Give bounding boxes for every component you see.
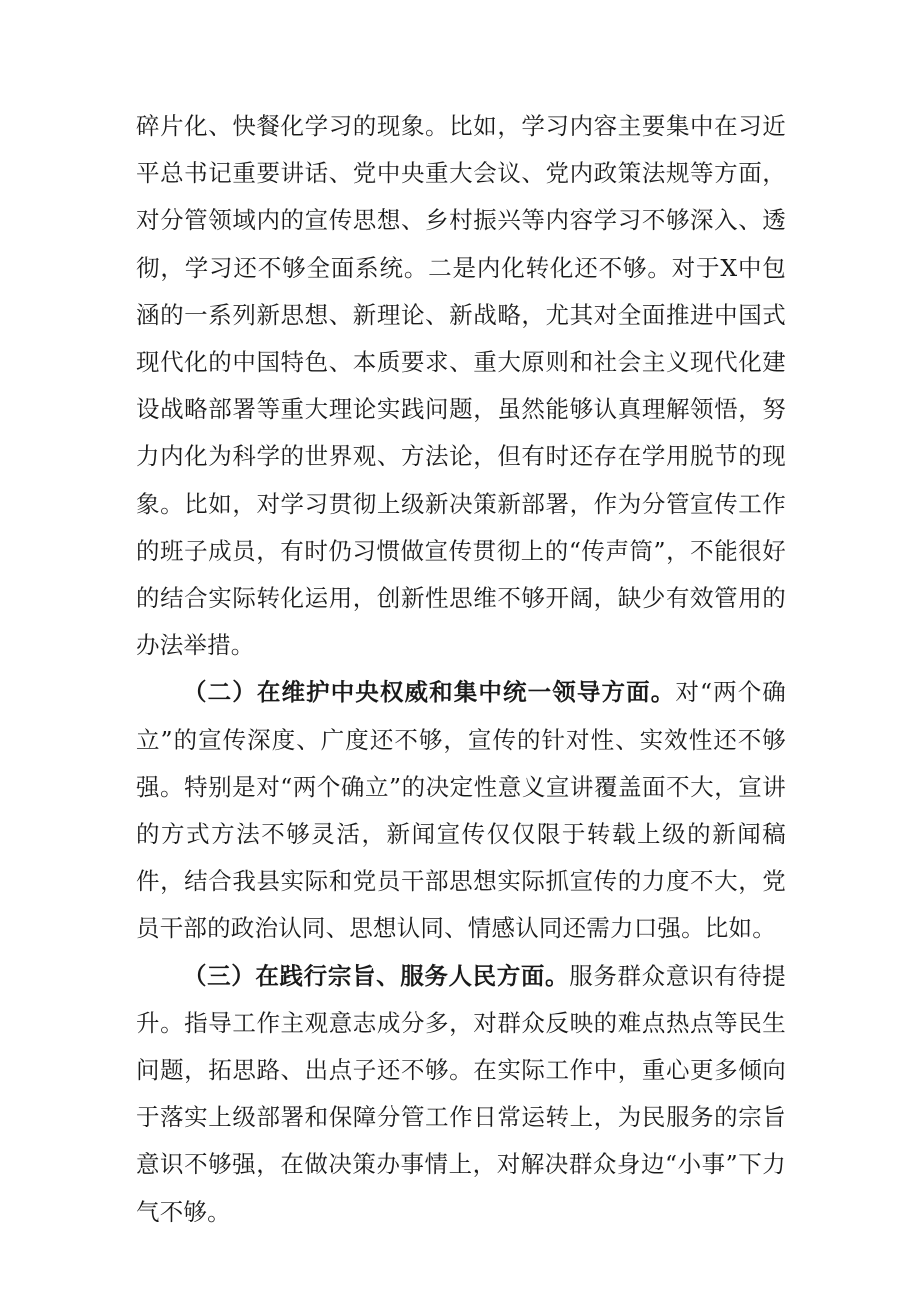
section-heading: （二）在维护中央权威和集中统一领导方面。 — [183, 678, 676, 707]
paragraph-text: 服务群众意识有待提升。指导工作主观意志成分多，对群众反映的难点热点等民生问题，拓思路、出点子还不够。在实际工作中，重心更多倾向于落实上级部署和保障分管工作日常运转上，为民服务的宗旨意识不够强，在做决策办事情上，对解决群众身边“小事”下力气不够。 — [136, 961, 786, 1226]
paragraph-text: 对“两个确立”的宣传深度、广度还不够，宣传的针对性、实效性还不够强。特别是对“两个确立”的决定性意义宣讲覆盖面不大，宣讲的方式方法不够灵活，新闻宣传仅仅限于转载上级的新闻稿件，结合我县实际和党员干部思想实际抓宣传的力度不大，党员干部的政治认同、思想认同、情感认同还需力口强。比如。 — [136, 678, 787, 943]
section-heading: （三）在践行宗旨、服务人民方面。 — [183, 961, 570, 990]
paragraph-text: 碎片化、快餐化学习的现象。比如，学习内容主要集中在习近平总书记重要讲话、党中央重大会议、党内政策法规等方面，对分管领域内的宣传思想、乡村振兴等内容学习不够深入、透彻，学习还不够全面系统。二是内化转化还不够。对于X中包涵的一系列新思想、新理论、新战略，尤其对全面推进中国式现代化的中国特色、本质要求、重大原则和社会主义现代化建设战略部署等重大理论实践问题，虽然能够认真理解领悟，努力内化为科学的世界观、方法论，但有时还存在学用脱节的现象。比如，对学习贯彻上级新决策新部署，作为分管宣传工作的班子成员，有时仍习惯做宣传贯彻上的“传声筒”，不能很好的结合实际转化运用，创新性思维不够开阔，缺少有效管用的办法举措。 — [136, 112, 786, 660]
document-body — [136, 103, 786, 1236]
paragraph-continuation — [136, 103, 786, 669]
paragraph-section-3 — [136, 953, 786, 1236]
paragraph-section-2 — [136, 669, 786, 952]
